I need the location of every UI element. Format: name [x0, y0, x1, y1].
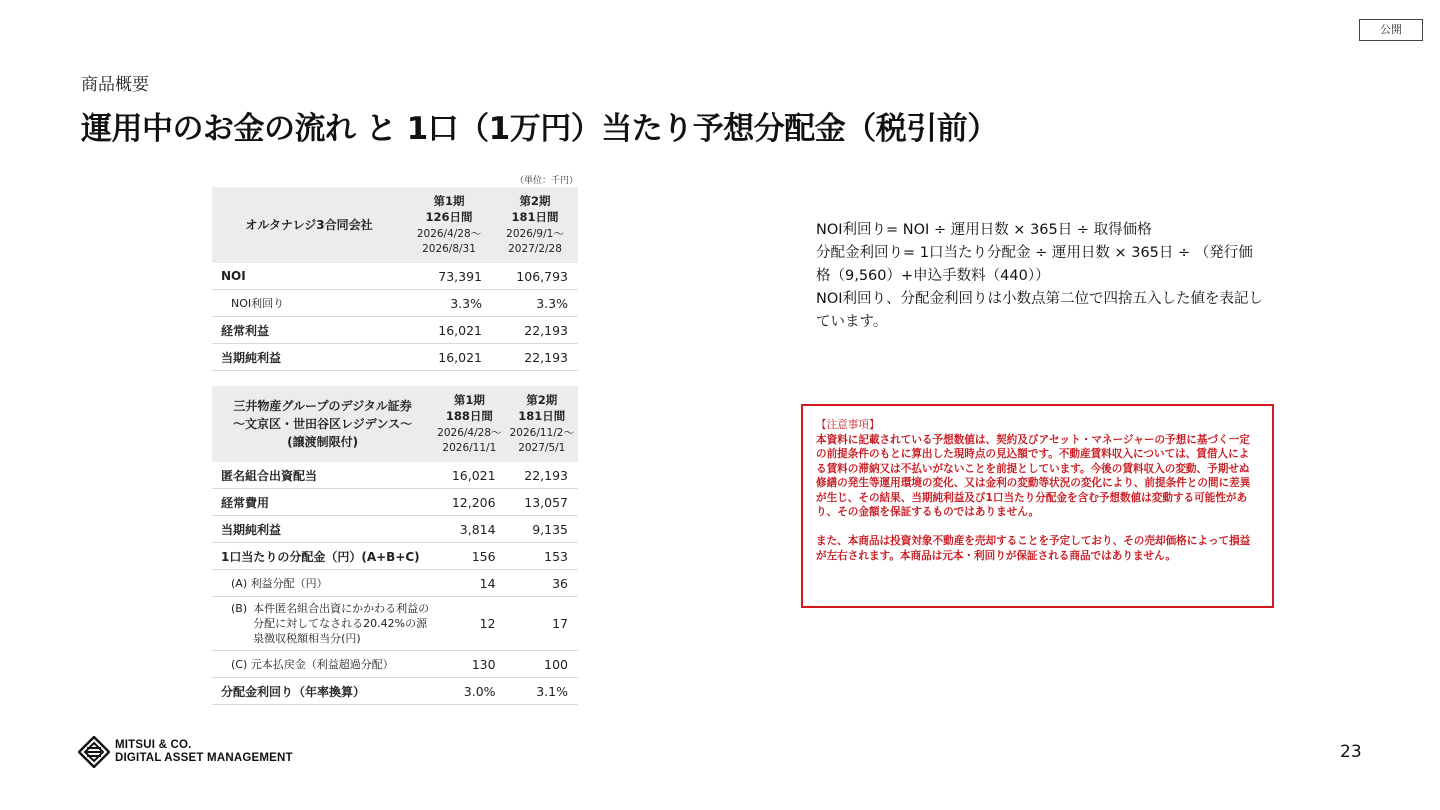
table-row [212, 678, 578, 705]
row-value-period2: 17 [506, 597, 578, 651]
period-header [506, 386, 578, 462]
row-label [212, 597, 433, 651]
period-label: 第1期 [453, 393, 485, 407]
period-to: 2026/8/31 [422, 243, 476, 255]
row-label: NOI利回り [212, 290, 406, 317]
page-title: 運用中のお金の流れ と 1口（1万円）当たり予想分配金（税引前） [81, 111, 998, 147]
forecast-table-company [212, 187, 578, 371]
row-label: 分配金利回り（年率換算） [212, 678, 433, 705]
yield-formula-notes [816, 219, 1266, 334]
row-value-period1: 130 [433, 651, 505, 678]
period-days: 181日間 [511, 210, 559, 224]
logo-text-line: DIGITAL ASSET MANAGEMENT [115, 752, 293, 764]
row-label-text: 本件匿名組合出資にかかわる利益の分配に対してなされる20.42%の源泉徴収税額相当分(円) [253, 602, 430, 645]
row-value-period1: 156 [433, 543, 505, 570]
row-value-period2: 3.3% [492, 290, 578, 317]
row-label: 匿名組合出資配当 [212, 462, 433, 489]
row-value-period2: 100 [506, 651, 578, 678]
table-row [212, 651, 578, 678]
row-label: NOI [212, 263, 406, 290]
company-name-line: 三井物産グループのデジタル証券 [233, 399, 412, 413]
period-label: 第2期 [526, 393, 558, 407]
company-logo [78, 736, 293, 768]
noi-yield-formula: NOI利回り= NOI ÷ 運用日数 × 365日 ÷ 取得価格 [816, 222, 1152, 238]
table-row [212, 462, 578, 489]
public-badge: 公開 [1359, 19, 1423, 41]
row-value-period2: 13,057 [506, 489, 578, 516]
period-days: 188日間 [445, 409, 493, 423]
period-days: 181日間 [518, 409, 566, 423]
row-value-period1: 3.0% [433, 678, 505, 705]
logo-text-line: MITSUI & CO. [115, 739, 192, 751]
period-from: 2026/4/28～ [437, 427, 502, 439]
caution-notice-box [801, 404, 1274, 608]
row-label: 当期純利益 [212, 516, 433, 543]
table-row [212, 570, 578, 597]
company-name-line: ～文京区・世田谷区レジデンス～ [233, 417, 413, 431]
table-row [212, 290, 578, 317]
period-from: 2026/11/2～ [509, 427, 574, 439]
table-row [212, 263, 578, 290]
row-value-period2: 9,135 [506, 516, 578, 543]
row-marker: (B) [231, 602, 248, 615]
period-from: 2026/9/1～ [506, 228, 564, 240]
distribution-yield-formula: 分配金利回り= 1口当たり分配金 ÷ 運用日数 × 365日 ÷ （発行価格（9,560）+申込手数料（440）） [816, 245, 1253, 284]
row-label: 経常費用 [212, 489, 433, 516]
row-value-period1: 12,206 [433, 489, 505, 516]
table-row [212, 516, 578, 543]
row-value-period1: 12 [433, 597, 505, 651]
page-number: 23 [1340, 742, 1362, 762]
row-value-period1: 16,021 [406, 317, 492, 344]
mitsui-logo-icon [78, 736, 110, 768]
period-to: 2027/5/1 [518, 442, 566, 454]
row-value-period1: 14 [433, 570, 505, 597]
unit-note: （単位：千円） [514, 176, 578, 186]
period-header [433, 386, 505, 462]
period-label: 第1期 [433, 194, 465, 208]
company-name [212, 386, 433, 462]
table-row [212, 543, 578, 570]
row-value-period2: 22,193 [506, 462, 578, 489]
period-header [406, 187, 492, 263]
table-row [212, 489, 578, 516]
period-from: 2026/4/28～ [416, 228, 482, 240]
period-to: 2027/2/28 [508, 243, 562, 255]
notice-heading: 【注意事項】 [816, 419, 880, 431]
section-subtitle: 商品概要 [81, 75, 149, 95]
company-name-line: (譲渡制限付) [287, 435, 359, 449]
row-value-period1: 3,814 [433, 516, 505, 543]
row-value-period1: 73,391 [406, 263, 492, 290]
row-label: (C) 元本払戻金（利益超過分配） [212, 651, 433, 678]
row-value-period1: 16,021 [406, 344, 492, 371]
row-label: 1口当たりの分配金（円）(A+B+C) [212, 543, 433, 570]
forecast-table-security-token [212, 386, 578, 705]
row-value-period2: 22,193 [492, 344, 578, 371]
row-value-period1: 3.3% [406, 290, 492, 317]
row-label: 当期純利益 [212, 344, 406, 371]
row-label: (A) 利益分配（円） [212, 570, 433, 597]
row-value-period2: 153 [506, 543, 578, 570]
row-value-period2: 106,793 [492, 263, 578, 290]
company-name: オルタナレジ3合同会社 [212, 187, 406, 263]
period-header [492, 187, 578, 263]
row-value-period2: 22,193 [492, 317, 578, 344]
period-label: 第2期 [519, 194, 551, 208]
period-days: 126日間 [425, 210, 473, 224]
row-value-period2: 36 [506, 570, 578, 597]
rounding-note: NOI利回り、分配金利回りは小数点第二位で四捨五入した値を表記しています。 [816, 291, 1264, 330]
period-to: 2026/11/1 [442, 442, 497, 454]
table-row [212, 344, 578, 371]
row-label: 経常利益 [212, 317, 406, 344]
notice-paragraph: また、本商品は投資対象不動産を売却することを予定しており、その売却価格によって損益が左右されます。本商品は元本・利回りが保証される商品ではありません。 [816, 535, 1251, 562]
notice-paragraph: 本資料に記載されている予想数値は、契約及びアセット・マネージャーの予想に基づく一定の前提条件のもとに算出した現時点の見込額です。不動産賃料収入については、賃借人による賃料の滞納又は不払いがないことを前提としています。今後の賃料収入の変動、予期せぬ修繕の発生等運用環境の変化、又は金利の変動等状況の変化により、前提条件との間に差異が生じ、その結果、当期純利益及び1口当たり分配金を含む予想数値は変動する可能性があり、その金額を保証するものではありません。 [816, 433, 1251, 518]
table-row [212, 597, 578, 651]
row-value-period1: 16,021 [433, 462, 505, 489]
row-value-period2: 3.1% [506, 678, 578, 705]
table-row [212, 317, 578, 344]
